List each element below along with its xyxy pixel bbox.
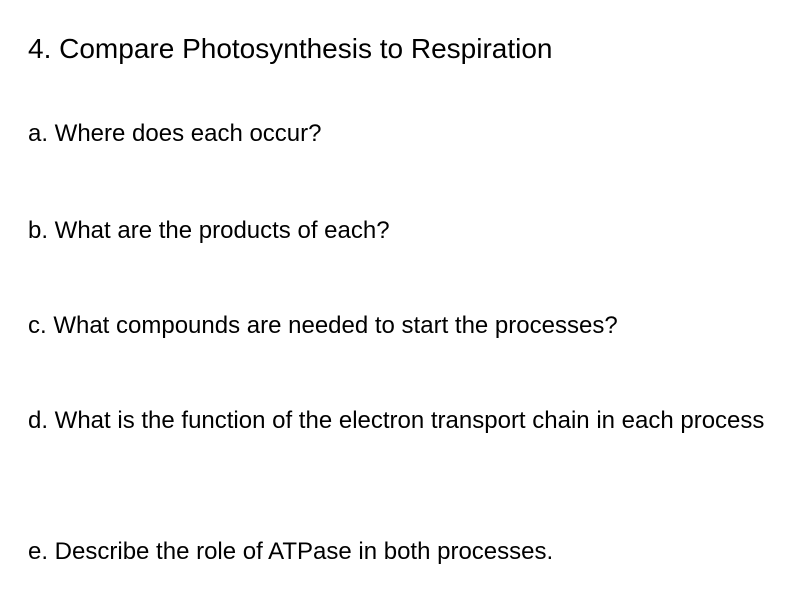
- question-c: c. What compounds are needed to start the processes?: [28, 312, 618, 339]
- question-a: a. Where does each occur?: [28, 120, 322, 147]
- question-b: b. What are the products of each?: [28, 217, 390, 244]
- question-e: e. Describe the role of ATPase in both processes.: [28, 538, 554, 565]
- slide-title: 4. Compare Photosynthesis to Respiration: [28, 33, 553, 64]
- question-d: d. What is the function of the electron transport chain in each process: [28, 407, 765, 434]
